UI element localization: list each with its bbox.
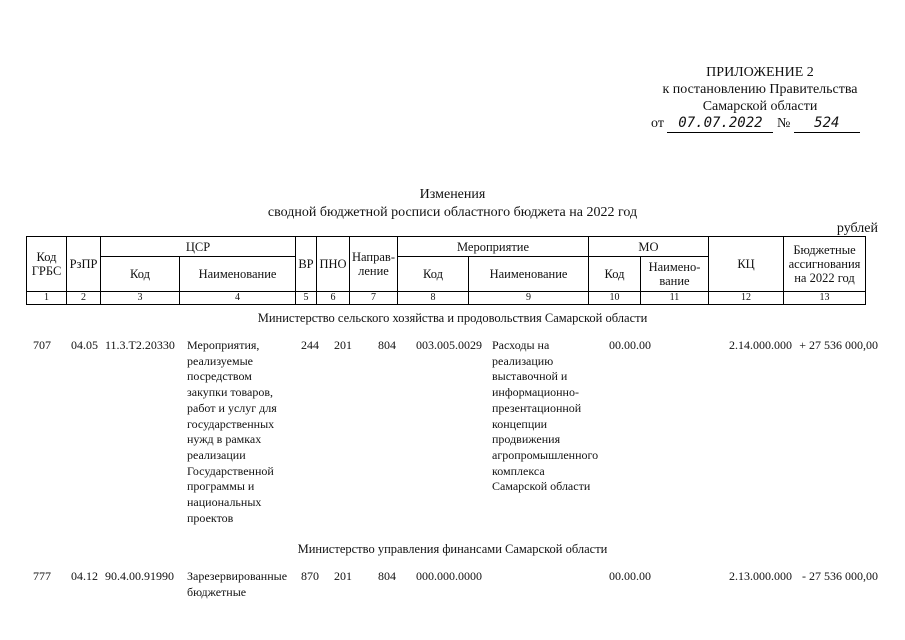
col-napravlenie: Направ-ление: [350, 237, 398, 292]
col-csr-kod: Код: [101, 257, 180, 292]
date-value: 07.07.2022: [667, 115, 773, 133]
row-csr-name: Зарезервированные бюджетные: [187, 569, 288, 599]
col-number: 5: [296, 292, 317, 305]
col-csr-name: Наименование: [180, 257, 296, 292]
row-grbs: 707: [33, 338, 51, 352]
number-value: 524: [794, 115, 860, 133]
budget-table-header: [26, 236, 866, 305]
appendix-line-2: Самарской области: [702, 99, 818, 114]
appendix-line-1: к постановлению Правительства: [662, 82, 858, 97]
row-pno: 201: [334, 569, 352, 583]
col-number: 1: [27, 292, 67, 305]
row-merop-name: Расходы на реализацию выставочной и информационно- презентационной концепции продвижения агропромышленного комплекса Самарской области: [492, 338, 599, 494]
col-meropriyatie: Мероприятие: [398, 237, 589, 257]
number-prefix: №: [776, 116, 791, 131]
col-number: 8: [398, 292, 469, 305]
row-csr-name: Мероприятия, реализуемые посредством закупки товаров, работ и услуг для государственных нужд в рамках реализации Государственной программы и национальных проектов: [187, 338, 277, 525]
col-pno: ПНО: [317, 237, 350, 292]
row-merop-code: 003.005.0029: [416, 338, 482, 352]
row-napravlenie: 804: [378, 338, 396, 352]
col-kc: КЦ: [709, 237, 784, 292]
col-rzpr: РзПР: [67, 237, 101, 292]
col-number: 11: [641, 292, 709, 305]
col-number: 2: [67, 292, 101, 305]
col-vr: ВР: [296, 237, 317, 292]
row-amount: - 27 536 000,00: [802, 569, 878, 583]
row-merop-code: 000.000.0000: [416, 569, 482, 583]
col-number: 9: [469, 292, 589, 305]
col-mo-name: Наимено-вание: [641, 257, 709, 292]
col-number: 3: [101, 292, 180, 305]
row-pno: 201: [334, 338, 352, 352]
row-vr: 870: [301, 569, 319, 583]
row-kc: 2.13.000.000: [729, 569, 792, 583]
row-kc: 2.14.000.000: [729, 338, 792, 352]
ministry-heading: Министерство управления финансами Самарской области: [297, 542, 608, 556]
col-csr: ЦСР: [101, 237, 296, 257]
row-csr-code: 11.3.Т2.20330: [105, 338, 175, 352]
row-rzpr: 04.12: [71, 569, 98, 583]
col-mo-kod: Код: [589, 257, 641, 292]
col-number: 7: [350, 292, 398, 305]
row-amount: + 27 536 000,00: [799, 338, 878, 352]
col-merop-kod: Код: [398, 257, 469, 292]
unit-label: рублей: [836, 221, 878, 236]
row-rzpr: 04.05: [71, 338, 98, 352]
document-title: Изменения: [419, 187, 486, 202]
col-number: 13: [784, 292, 866, 305]
col-number: 10: [589, 292, 641, 305]
appendix-date-line: [651, 115, 871, 133]
row-mo-code: 00.00.00: [609, 569, 651, 583]
row-csr-code: 90.4.00.91990: [105, 569, 174, 583]
col-budget: Бюджетные ассигнования на 2022 год: [784, 237, 866, 292]
ministry-heading: Министерство сельского хозяйства и продовольствия Самарской области: [257, 311, 648, 325]
col-number: 6: [317, 292, 350, 305]
row-mo-code: 00.00.00: [609, 338, 651, 352]
date-prefix: от: [651, 116, 664, 131]
row-grbs: 777: [33, 569, 51, 583]
col-kod-grbs: Код ГРБС: [27, 237, 67, 292]
col-mo: МО: [589, 237, 709, 257]
col-number: 12: [709, 292, 784, 305]
col-number: 4: [180, 292, 296, 305]
row-vr: 244: [301, 338, 319, 352]
col-merop-name: Наименование: [469, 257, 589, 292]
document-subtitle: сводной бюджетной росписи областного бюджета на 2022 год: [267, 205, 638, 220]
appendix-title: ПРИЛОЖЕНИЕ 2: [706, 65, 814, 80]
row-napravlenie: 804: [378, 569, 396, 583]
